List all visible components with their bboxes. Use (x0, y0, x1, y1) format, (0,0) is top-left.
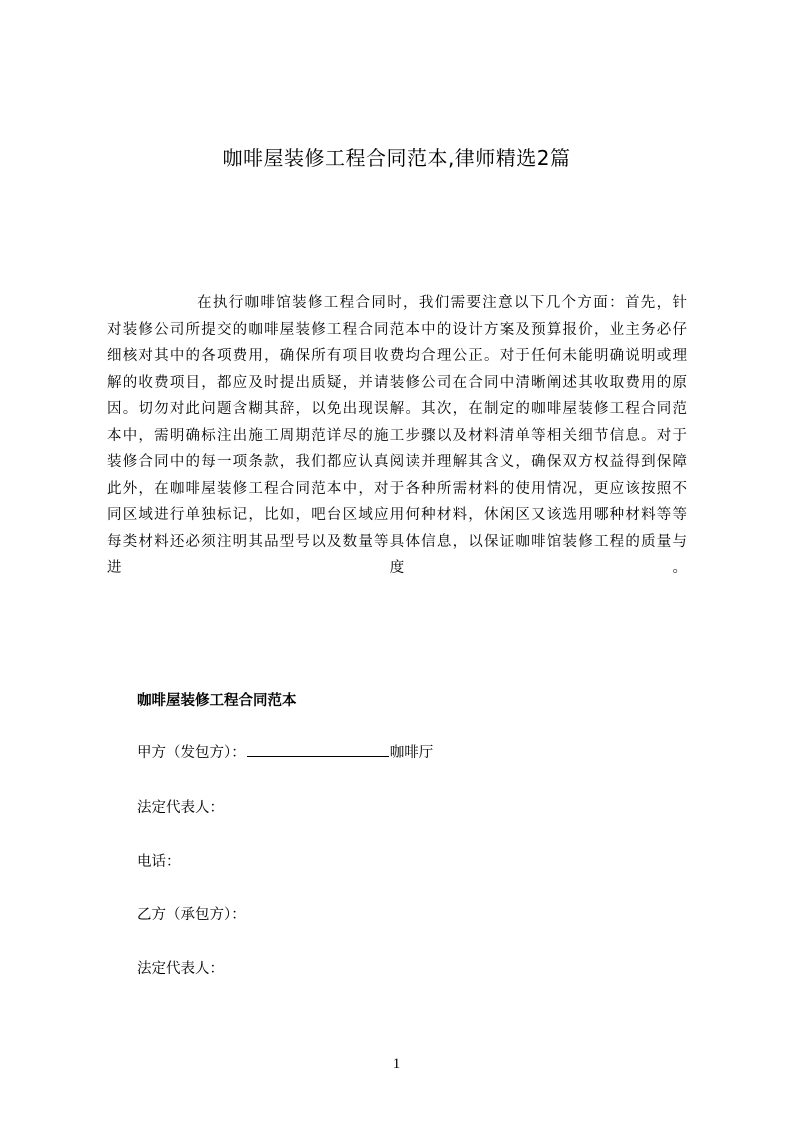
paragraph-line: 每类材料还必须注明其品型号以及数量等具体信息，以保证咖啡馆装修工程的质量与 (107, 533, 687, 550)
paragraph-line: 此外，在咖啡屋装修工程合同范本中，对于各种所需材料的使用情况，更应该按照不 (107, 480, 687, 497)
section-heading: 咖啡屋装修工程合同范本 (137, 693, 297, 709)
last-line-char: 。 (672, 560, 687, 576)
legal-representative-b: 法定代表人： (137, 961, 224, 977)
party-b-field: 乙方（承包方）： (137, 907, 246, 923)
document-title: 咖啡屋装修工程合同范本,律师精选2篇 (222, 146, 571, 170)
page-number: 1 (392, 1056, 401, 1072)
party-a-field (137, 741, 433, 765)
paragraph-line: 因。切勿对此问题含糊其辞，以免出现误解。其次，在制定的咖啡屋装修工程合同范 (107, 401, 687, 417)
paragraph-line: 对装修公司所提交的咖啡屋装修工程合同范本中的设计方案及预算报价，业主务必仔 (107, 321, 687, 338)
paragraph-line: 装修合同中的每一项条款，我们都应认真阅读并理解其含义，确保双方权益得到保障 (107, 454, 687, 470)
paragraph-line: 同区域进行单独标记，比如，吧台区域应用何种材料，休闲区又该选用哪种材料等等 (107, 507, 687, 523)
paragraph-line: 本中，需明确标注出施工周期范详尽的施工步骤以及材料清单等相关细节信息。对于 (107, 427, 687, 444)
last-line-char: 进 (107, 560, 122, 576)
intro-paragraph (107, 290, 687, 582)
paragraph-line: 解的收费项目，都应及时提出质疑，并请装修公司在合同中清晰阐述其收取费用的原 (107, 374, 687, 391)
paragraph-line: 在执行咖啡馆装修工程合同时，我们需要注意以下几个方面：首先，针 (197, 295, 687, 311)
last-line-char: 度 (389, 560, 405, 576)
party-a-suffix: 咖啡厅 (389, 745, 434, 761)
phone-field: 电话： (137, 854, 181, 870)
paragraph-line: 细核对其中的各项费用，确保所有项目收费均合理公正。对于任何未能明确说明或理 (107, 348, 687, 364)
paragraph-last-line (107, 555, 687, 582)
party-a-label: 甲方（发包方）： (137, 745, 246, 761)
legal-representative-a: 法定代表人： (137, 800, 224, 816)
party-a-blank-line (247, 742, 389, 757)
